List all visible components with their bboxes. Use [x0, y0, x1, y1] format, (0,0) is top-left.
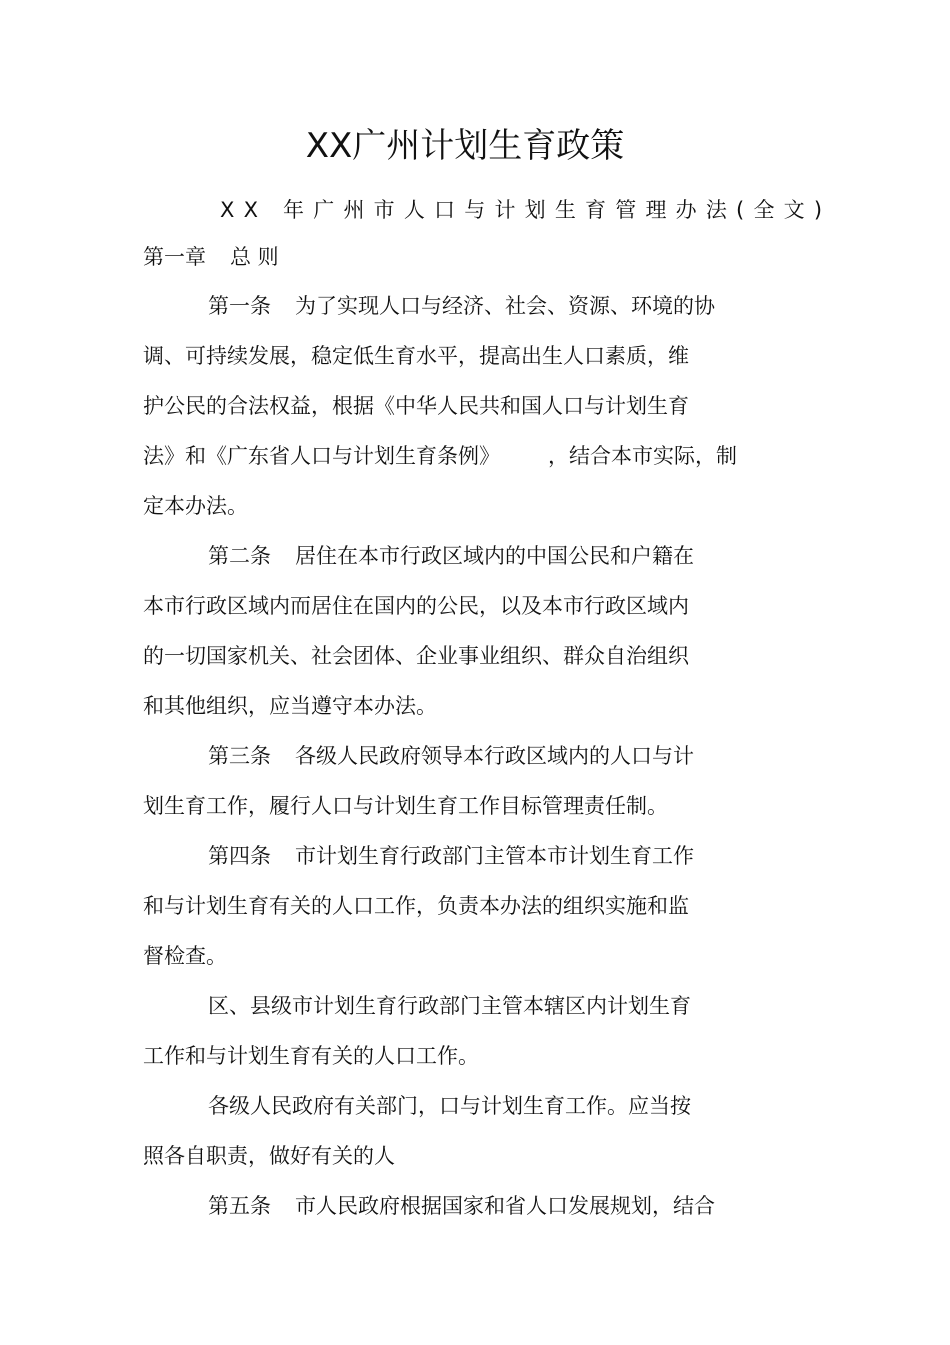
- line-text: 居住在本市行政区域内的中国公民和户籍在: [295, 544, 694, 568]
- document-title: XX广州计划生育政策: [305, 126, 625, 166]
- article-2-line-1: [208, 540, 694, 572]
- article-1-line-1: [208, 290, 715, 322]
- article-4-para-2-line-2: 工作和与计划生育有关的人口工作。: [143, 1044, 479, 1068]
- article-1-line-5: 定本办法。: [143, 494, 248, 518]
- article-3-line-1: [208, 740, 694, 772]
- article-3-line-2: 划生育工作，履行人口与计划生育工作目标管理责任制。: [143, 794, 668, 818]
- line-text: 法》和《广东省人口与计划生育条例》: [143, 444, 500, 468]
- article-4-line-1: [208, 840, 694, 872]
- article-4-line-3: 督检查。: [143, 944, 227, 968]
- article-4-line-2: 和与计划生育有关的人口工作，负责本办法的组织实施和监: [143, 894, 689, 918]
- line-text-continued: ，结合本市实际，制: [548, 444, 737, 468]
- line-text: 市计划生育行政部门主管本市计划生育工作: [295, 844, 694, 868]
- article-2-line-4: 和其他组织，应当遵守本办法。: [143, 694, 437, 718]
- article-label: 第三条: [208, 744, 271, 768]
- article-2-line-2: 本市行政区域内而居住在国内的公民，以及本市行政区域内: [143, 594, 689, 618]
- line-text: 为了实现人口与经济、社会、资源、环境的协: [295, 294, 715, 318]
- article-label: 第二条: [208, 544, 271, 568]
- chapter-heading: [143, 241, 279, 273]
- article-1-line-4: [143, 440, 737, 472]
- line-text: 市人民政府根据国家和省人口发展规划，结合: [295, 1194, 715, 1218]
- article-4-para-2-line-1: 区、县级市计划生育行政部门主管本辖区内计划生育: [208, 994, 691, 1018]
- article-label: 第五条: [208, 1194, 271, 1218]
- article-1-line-3: 护公民的合法权益，根据《中华人民共和国人口与计划生育: [143, 394, 689, 418]
- article-1-line-2: 调、可持续发展，稳定低生育水平，提高出生人口素质，维: [143, 344, 689, 368]
- chapter-number: 第一章: [143, 245, 206, 269]
- line-text: 各级人民政府领导本行政区域内的人口与计: [295, 744, 694, 768]
- article-4-para-3-line-2: 照各自职责，做好有关的人: [143, 1144, 395, 1168]
- article-2-line-3: 的一切国家机关、社会团体、企业事业组织、群众自治组织: [143, 644, 689, 668]
- article-label: 第一条: [208, 294, 271, 318]
- article-5-line-1: [208, 1190, 715, 1222]
- article-label: 第四条: [208, 844, 271, 868]
- article-4-para-3-line-1: 各级人民政府有关部门，口与计划生育工作。应当按: [208, 1094, 691, 1118]
- document-subtitle: XX 年广州市人口与计划生育管理办法(全文): [220, 198, 832, 222]
- chapter-name: 总 则: [230, 245, 279, 269]
